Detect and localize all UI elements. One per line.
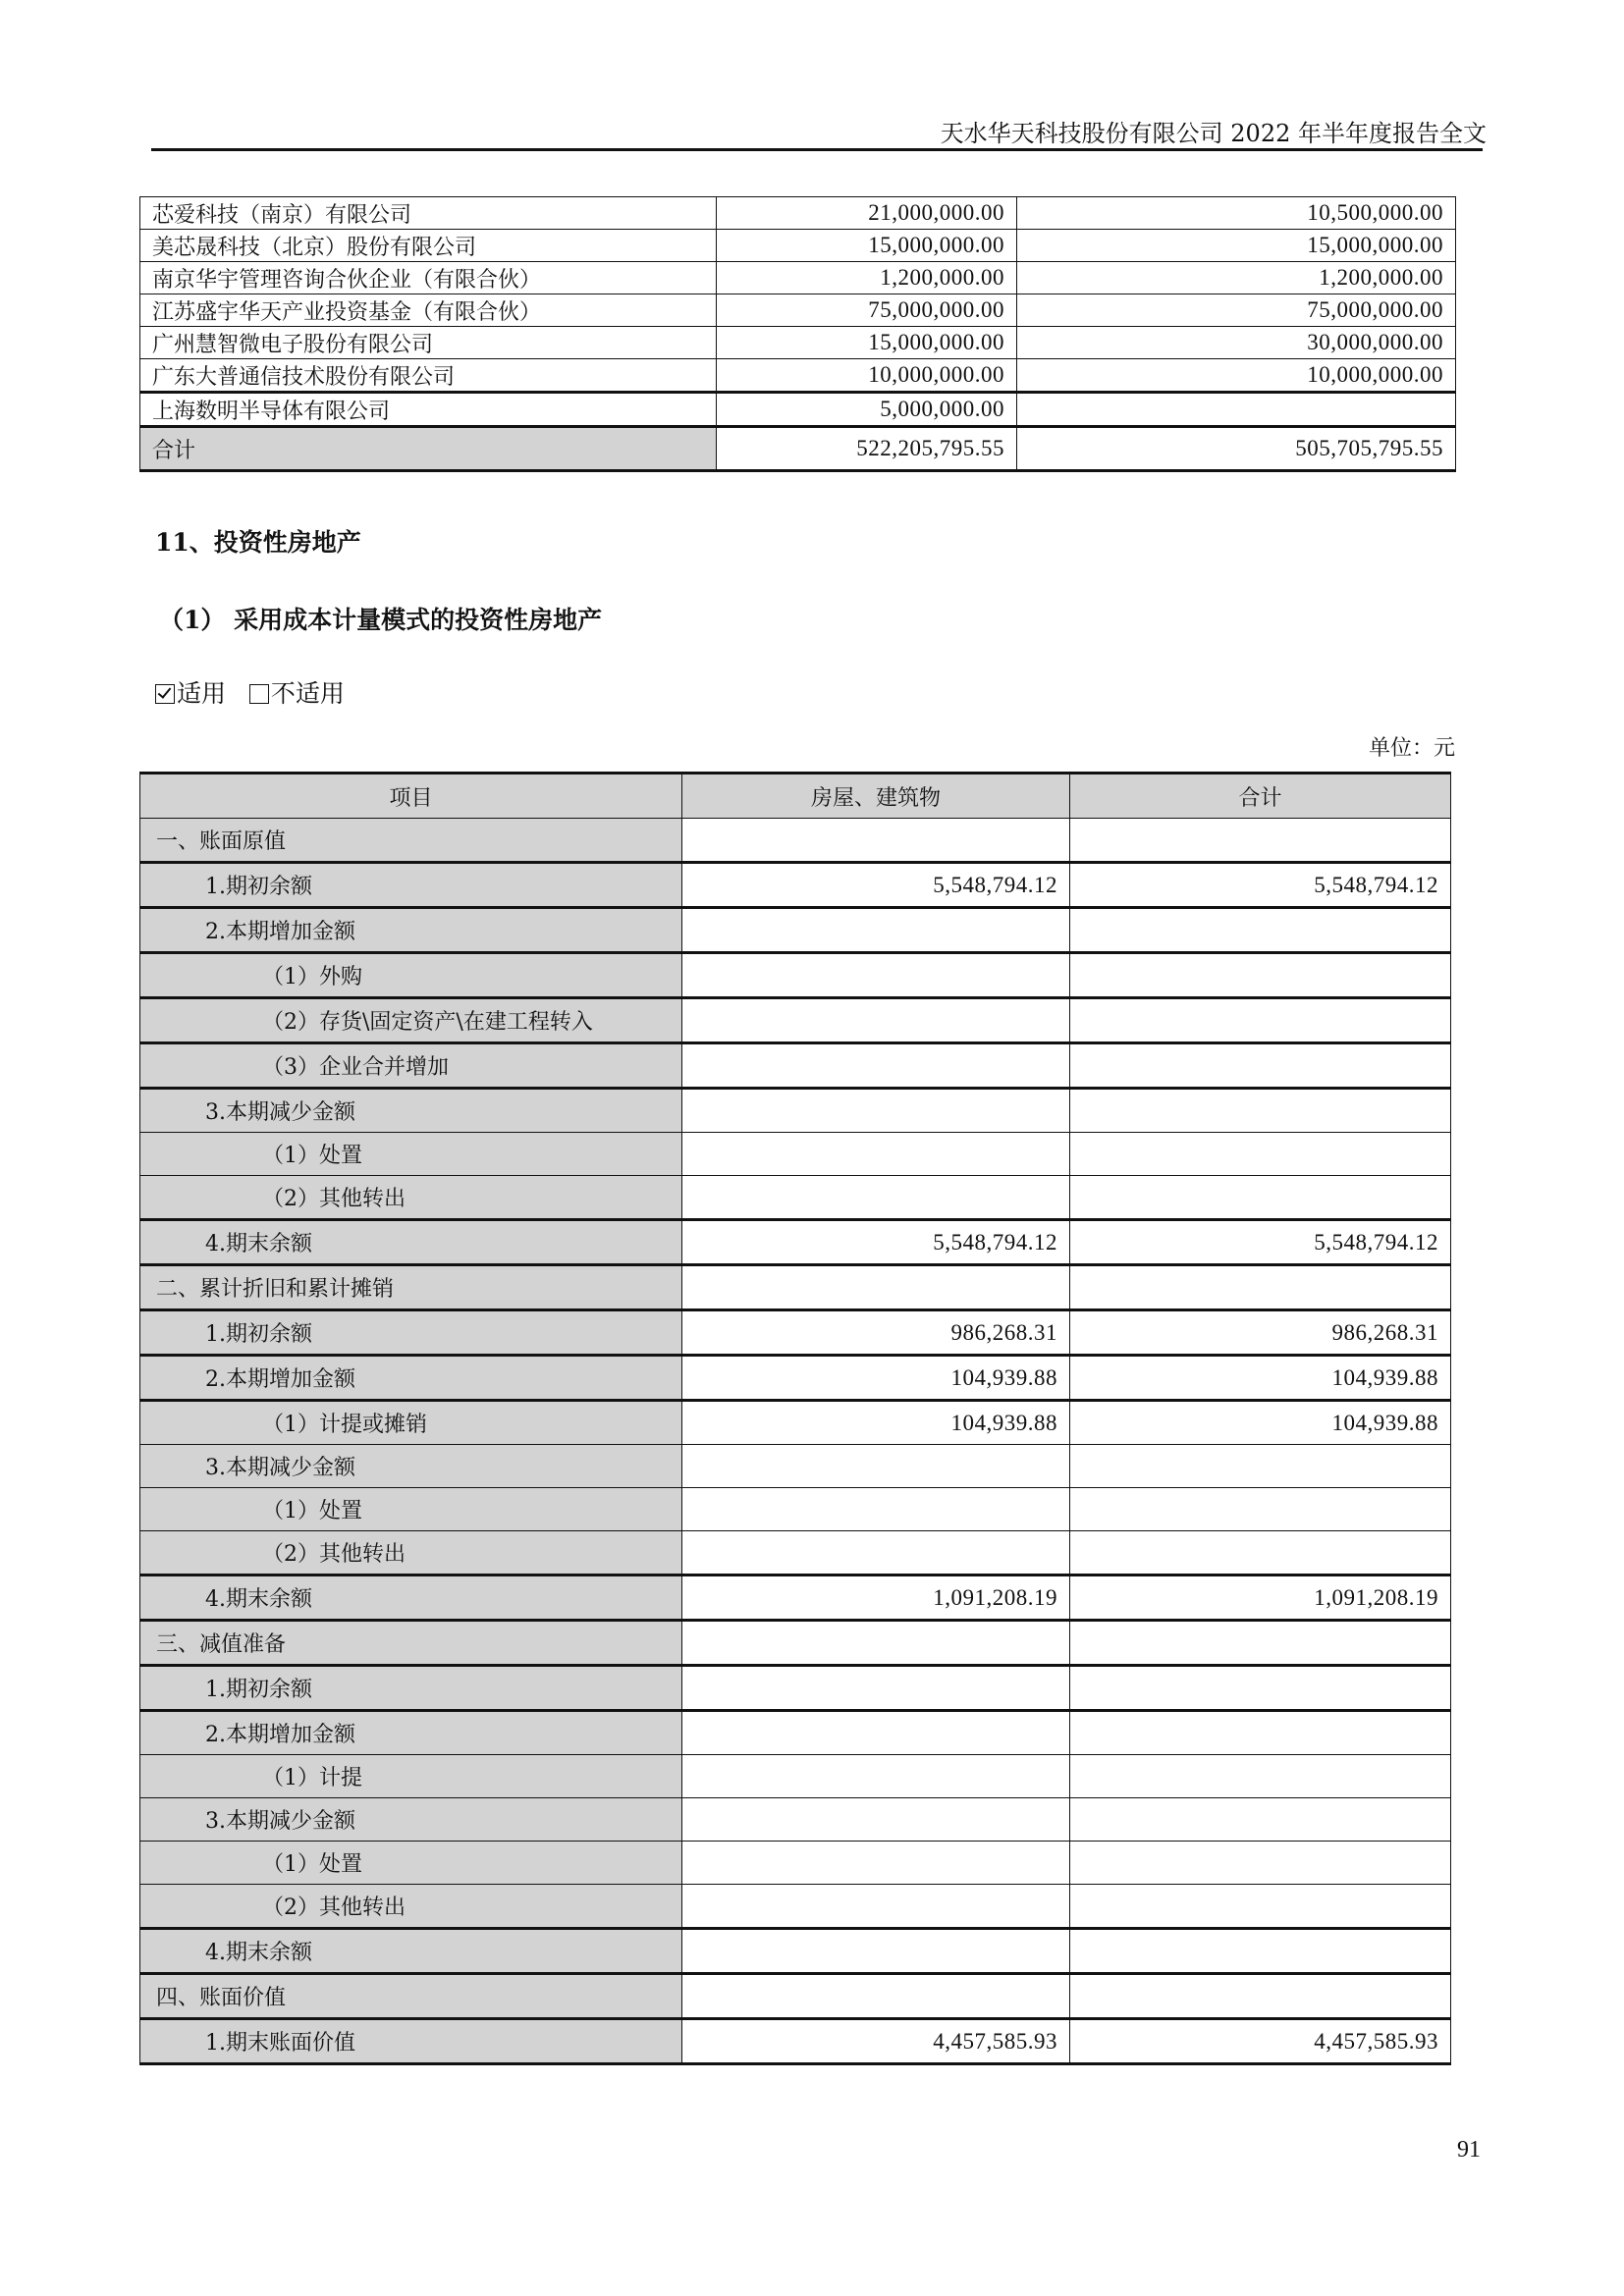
total-value: [1070, 819, 1451, 863]
value-col1: 15,000,000.00: [717, 327, 1017, 359]
buildings-value: 5,548,794.12: [682, 1220, 1070, 1265]
header-item: 项目: [140, 774, 682, 819]
total-value: 104,939.88: [1070, 1401, 1451, 1445]
total-value: [1070, 1488, 1451, 1531]
buildings-value: [682, 998, 1070, 1043]
value-col2: 10,000,000.00: [1017, 359, 1456, 393]
total-value: 5,548,794.12: [1070, 863, 1451, 908]
section-title: 11、投资性房地产: [155, 528, 361, 557]
header-rule: [151, 148, 1483, 151]
value-col2: [1017, 393, 1456, 427]
table-row: [140, 1842, 1451, 1885]
buildings-value: 104,939.88: [682, 1356, 1070, 1401]
table-row: [140, 1755, 1451, 1798]
item-label: 3.本期减少金额: [140, 1089, 682, 1133]
table-row: [140, 230, 1456, 262]
running-header: 天水华天科技股份有限公司 2022 年半年度报告全文: [940, 120, 1487, 147]
table-row: [140, 1711, 1451, 1755]
investee-name: 南京华宇管理咨询合伙企业（有限合伙）: [140, 262, 717, 294]
investee-name: 广东大普通信技术股份有限公司: [140, 359, 717, 393]
total-value: 5,548,794.12: [1070, 1220, 1451, 1265]
total-value: [1070, 1445, 1451, 1488]
table-row: [140, 294, 1456, 327]
table-header-row: [140, 774, 1451, 819]
item-label: 1.期初余额: [140, 1310, 682, 1356]
total-value: [1070, 1089, 1451, 1133]
investee-name: 广州慧智微电子股份有限公司: [140, 327, 717, 359]
total-label: 合计: [140, 427, 717, 471]
checkbox-checked-icon[interactable]: [155, 684, 175, 704]
item-label: 三、减值准备: [140, 1621, 682, 1666]
item-label: （1）处置: [140, 1133, 682, 1176]
table-row: [140, 1666, 1451, 1711]
buildings-value: [682, 1531, 1070, 1575]
buildings-value: [682, 1445, 1070, 1488]
buildings-value: 104,939.88: [682, 1401, 1070, 1445]
item-label: 1.期初余额: [140, 863, 682, 908]
item-label: （2）其他转出: [140, 1176, 682, 1220]
value-col2: 15,000,000.00: [1017, 230, 1456, 262]
value-col1: 15,000,000.00: [717, 230, 1017, 262]
value-col2: 1,200,000.00: [1017, 262, 1456, 294]
header-total: 合计: [1070, 774, 1451, 819]
table-row: [140, 1974, 1451, 2019]
buildings-value: [682, 1974, 1070, 2019]
item-label: 二、累计折旧和累计摊销: [140, 1265, 682, 1310]
buildings-value: [682, 1798, 1070, 1842]
buildings-value: [682, 1711, 1070, 1755]
buildings-value: [682, 1666, 1070, 1711]
buildings-value: [682, 1885, 1070, 1929]
buildings-value: [682, 1176, 1070, 1220]
table-row: [140, 327, 1456, 359]
table-row: [140, 1488, 1451, 1531]
total-value: 1,091,208.19: [1070, 1575, 1451, 1621]
buildings-value: [682, 819, 1070, 863]
item-label: （1）计提或摊销: [140, 1401, 682, 1445]
total-value: 4,457,585.93: [1070, 2019, 1451, 2064]
total-value: [1070, 908, 1451, 953]
buildings-value: [682, 1755, 1070, 1798]
investee-name: 上海数明半导体有限公司: [140, 393, 717, 427]
table-row: [140, 1531, 1451, 1575]
item-label: （1）外购: [140, 953, 682, 998]
table-row: [140, 1176, 1451, 1220]
table-row: [140, 1621, 1451, 1666]
table-row: [140, 1089, 1451, 1133]
item-label: 2.本期增加金额: [140, 908, 682, 953]
table-row: [140, 1929, 1451, 1974]
value-col2: 10,500,000.00: [1017, 197, 1456, 230]
total-col2: 505,705,795.55: [1017, 427, 1456, 471]
table-row: [140, 819, 1451, 863]
total-value: [1070, 1621, 1451, 1666]
item-label: 四、账面价值: [140, 1974, 682, 2019]
table-row: [140, 1133, 1451, 1176]
total-value: [1070, 1798, 1451, 1842]
header-buildings: 房屋、建筑物: [682, 774, 1070, 819]
investee-name: 芯爱科技（南京）有限公司: [140, 197, 717, 230]
item-label: （1）处置: [140, 1488, 682, 1531]
buildings-value: [682, 1133, 1070, 1176]
value-col1: 1,200,000.00: [717, 262, 1017, 294]
not-applicable-label: 不适用: [270, 679, 345, 708]
table-row: [140, 262, 1456, 294]
investee-name: 美芯晟科技（北京）股份有限公司: [140, 230, 717, 262]
table-row: [140, 2019, 1451, 2064]
table-row: [140, 863, 1451, 908]
buildings-value: [682, 1043, 1070, 1089]
total-value: [1070, 1133, 1451, 1176]
table-row: [140, 1798, 1451, 1842]
total-value: [1070, 953, 1451, 998]
buildings-value: [682, 1621, 1070, 1666]
applicable-label: 适用: [177, 679, 227, 708]
buildings-value: [682, 1842, 1070, 1885]
buildings-value: [682, 1488, 1070, 1531]
investment-property-table: [139, 772, 1451, 2065]
buildings-value: [682, 953, 1070, 998]
applicable-option[interactable]: [155, 674, 226, 710]
value-col2: 75,000,000.00: [1017, 294, 1456, 327]
subsection-title: （1） 采用成本计量模式的投资性房地产: [159, 606, 603, 634]
item-label: 3.本期减少金额: [140, 1798, 682, 1842]
table-row: [140, 1310, 1451, 1356]
property-table-body: [140, 819, 1451, 2064]
total-value: 986,268.31: [1070, 1310, 1451, 1356]
table-row: [140, 908, 1451, 953]
item-label: 4.期末余额: [140, 1575, 682, 1621]
total-value: [1070, 1666, 1451, 1711]
buildings-value: 986,268.31: [682, 1310, 1070, 1356]
total-value: [1070, 1842, 1451, 1885]
item-label: 2.本期增加金额: [140, 1711, 682, 1755]
table-row: [140, 1445, 1451, 1488]
table-row: [140, 1043, 1451, 1089]
value-col1: 75,000,000.00: [717, 294, 1017, 327]
table-row: [140, 359, 1456, 393]
buildings-value: [682, 908, 1070, 953]
table-row: [140, 393, 1456, 427]
table-row: [140, 1885, 1451, 1929]
item-label: 4.期末余额: [140, 1929, 682, 1974]
value-col2: 30,000,000.00: [1017, 327, 1456, 359]
table-row: [140, 1265, 1451, 1310]
table-row: [140, 197, 1456, 230]
table-row: [140, 1575, 1451, 1621]
total-row: [140, 427, 1456, 471]
item-label: 1.期初余额: [140, 1666, 682, 1711]
total-value: [1070, 1974, 1451, 2019]
item-label: （1）计提: [140, 1755, 682, 1798]
total-value: 104,939.88: [1070, 1356, 1451, 1401]
item-label: （2）存货\固定资产\在建工程转入: [140, 998, 682, 1043]
total-value: [1070, 998, 1451, 1043]
not-applicable-option[interactable]: [249, 674, 345, 710]
item-label: 一、账面原值: [140, 819, 682, 863]
total-value: [1070, 1755, 1451, 1798]
buildings-value: 5,548,794.12: [682, 863, 1070, 908]
total-value: [1070, 1929, 1451, 1974]
item-label: 3.本期减少金额: [140, 1445, 682, 1488]
item-label: （3）企业合并增加: [140, 1043, 682, 1089]
table-row: [140, 1220, 1451, 1265]
item-label: 1.期末账面价值: [140, 2019, 682, 2064]
total-value: [1070, 1531, 1451, 1575]
buildings-value: [682, 1265, 1070, 1310]
total-value: [1070, 1176, 1451, 1220]
item-label: 4.期末余额: [140, 1220, 682, 1265]
total-value: [1070, 1265, 1451, 1310]
buildings-value: [682, 1929, 1070, 1974]
unit-label: 单位：元: [1368, 736, 1455, 761]
applicability-options: [155, 674, 345, 710]
checkbox-empty-icon[interactable]: [249, 684, 269, 704]
item-label: （1）处置: [140, 1842, 682, 1885]
value-col1: 21,000,000.00: [717, 197, 1017, 230]
page-number: 91: [1457, 2137, 1481, 2163]
investee-name: 江苏盛宇华天产业投资基金（有限合伙）: [140, 294, 717, 327]
item-label: 2.本期增加金额: [140, 1356, 682, 1401]
item-label: （2）其他转出: [140, 1531, 682, 1575]
buildings-value: [682, 1089, 1070, 1133]
buildings-value: 4,457,585.93: [682, 2019, 1070, 2064]
investment-table: [139, 196, 1456, 472]
buildings-value: 1,091,208.19: [682, 1575, 1070, 1621]
total-value: [1070, 1711, 1451, 1755]
table-row: [140, 998, 1451, 1043]
item-label: （2）其他转出: [140, 1885, 682, 1929]
total-value: [1070, 1043, 1451, 1089]
table-row: [140, 953, 1451, 998]
value-col1: 5,000,000.00: [717, 393, 1017, 427]
table-row: [140, 1401, 1451, 1445]
total-col1: 522,205,795.55: [717, 427, 1017, 471]
total-value: [1070, 1885, 1451, 1929]
table-row: [140, 1356, 1451, 1401]
value-col1: 10,000,000.00: [717, 359, 1017, 393]
